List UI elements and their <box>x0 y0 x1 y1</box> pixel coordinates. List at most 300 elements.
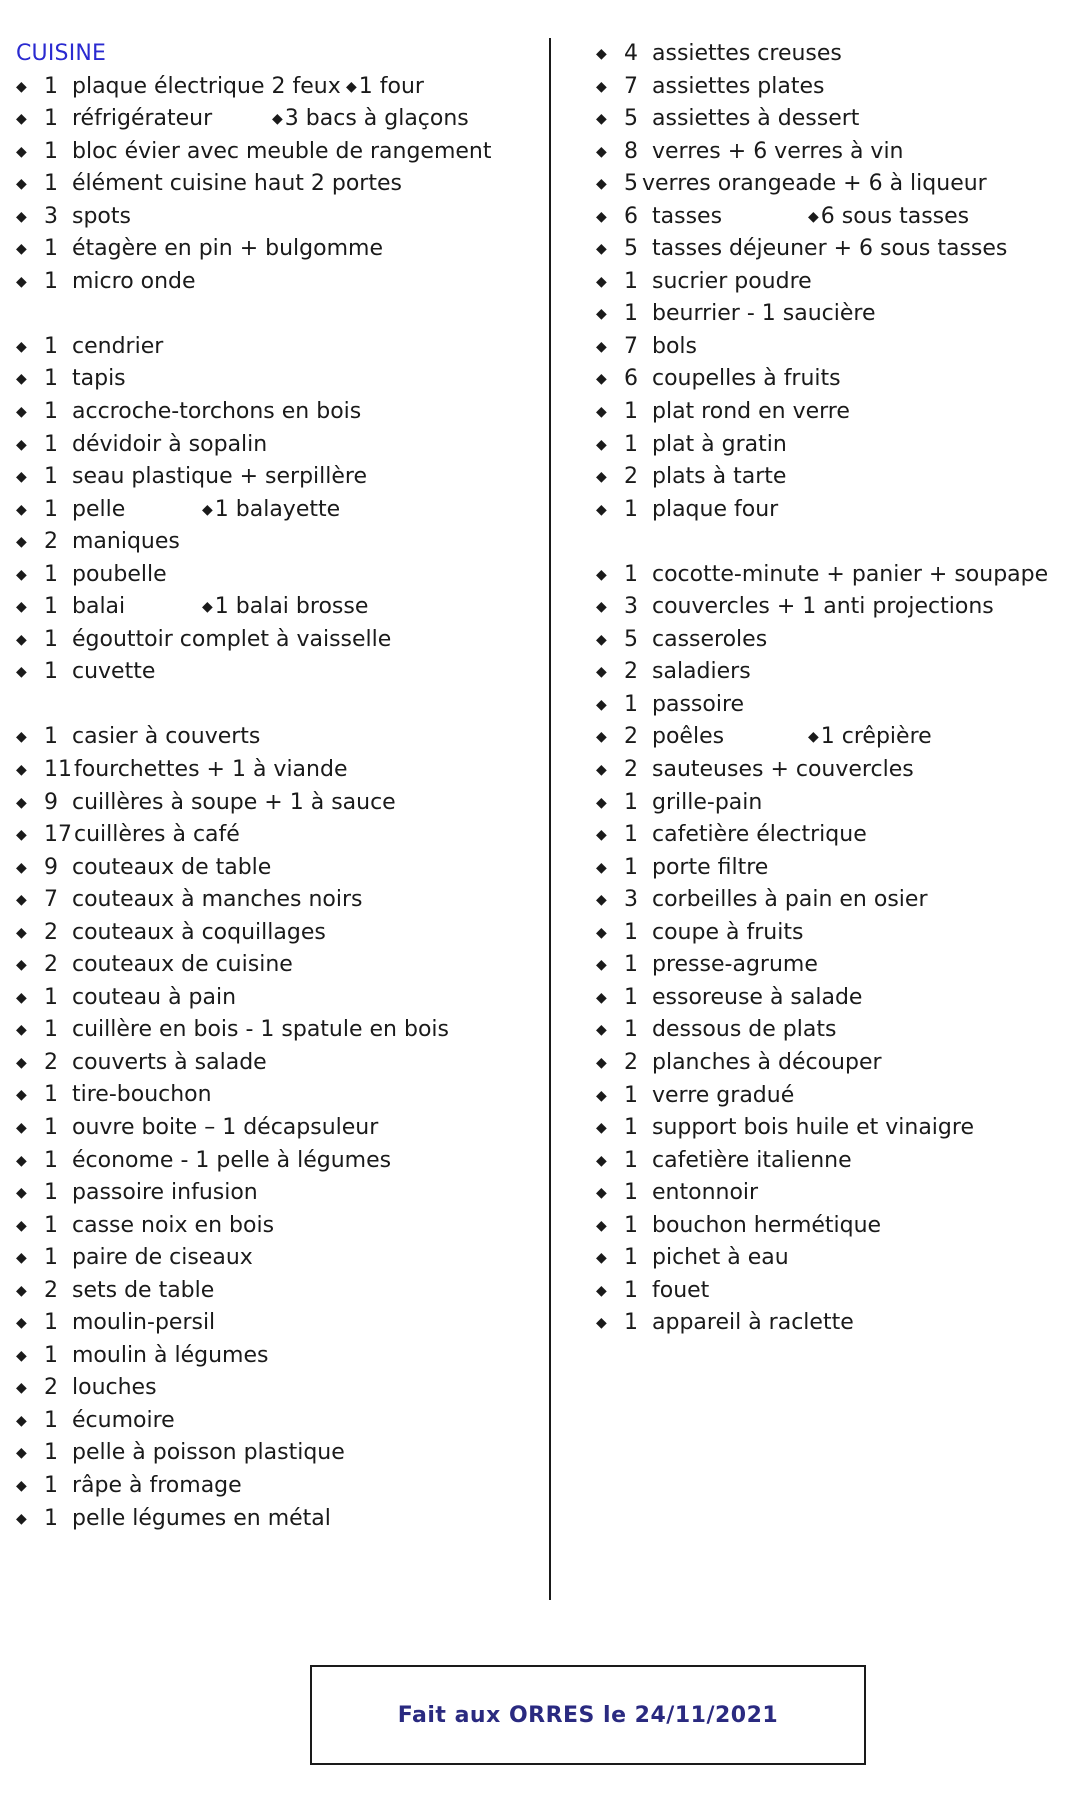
item-label: cocotte-minute + panier + soupape <box>652 561 1049 587</box>
item-quantity: 1 <box>44 106 58 132</box>
list-item <box>596 71 1066 104</box>
list-item <box>16 1470 536 1503</box>
item-label: assiettes à dessert <box>652 106 860 132</box>
diamond-bullet-icon: ◆ <box>596 957 607 974</box>
item-label: dévidoir à sopalin <box>72 431 268 457</box>
diamond-bullet-icon: ◆ <box>16 1152 27 1169</box>
item-quantity: 1 <box>44 561 58 587</box>
item-label: essoreuse à salade <box>652 984 863 1010</box>
item-quantity: 1 <box>624 984 638 1010</box>
item-label: cuillère en bois - 1 spatule en bois <box>72 1017 449 1043</box>
item-quantity: 1 <box>624 1277 638 1303</box>
list-item <box>596 819 1066 852</box>
item-label: assiettes plates <box>652 73 825 99</box>
item-quantity: 1 <box>44 366 58 392</box>
diamond-bullet-icon: ◆ <box>596 1120 607 1137</box>
item-quantity: 1 <box>44 984 58 1010</box>
item-quantity: 1 <box>624 691 638 717</box>
item-label: corbeilles à pain en osier <box>652 887 928 913</box>
item-label: dessous de plats <box>652 1017 837 1043</box>
item-extra <box>808 201 969 234</box>
item-label: moulin à légumes <box>72 1342 269 1368</box>
diamond-bullet-icon: ◆ <box>596 1185 607 1202</box>
item-label: plaque électrique 2 feux <box>72 73 341 99</box>
item-quantity: 1 <box>44 138 58 164</box>
item-label: économe - 1 pelle à légumes <box>72 1147 392 1173</box>
list-item <box>596 429 1066 462</box>
item-label: égouttoir complet à vaisselle <box>72 626 392 652</box>
item-quantity: 1 <box>44 496 58 522</box>
item-label: cuvette <box>72 659 156 685</box>
item-quantity: 1 <box>44 724 58 750</box>
diamond-bullet-icon: ◆ <box>596 566 607 583</box>
item-label: couteaux à coquillages <box>72 919 326 945</box>
list-item <box>596 1080 1066 1113</box>
list-item <box>16 656 536 689</box>
item-quantity: 1 <box>44 659 58 685</box>
list-item <box>596 298 1066 331</box>
list-item <box>16 624 536 657</box>
item-label: bols <box>652 333 697 359</box>
item-quantity: 1 <box>624 268 638 294</box>
diamond-bullet-icon: ◆ <box>596 859 607 876</box>
diamond-bullet-icon: ◆ <box>596 306 607 323</box>
list-item <box>596 787 1066 820</box>
item-quantity: 1 <box>44 1212 58 1238</box>
item-label: porte filtre <box>652 854 769 880</box>
item-label: verre gradué <box>652 1082 795 1108</box>
item-quantity: 1 <box>624 822 638 848</box>
item-label: assiettes creuses <box>652 41 842 66</box>
item-quantity: 5 <box>624 626 638 652</box>
list-item <box>16 1437 536 1470</box>
diamond-bullet-icon: ◆ <box>596 696 607 713</box>
diamond-bullet-icon: ◆ <box>16 403 27 420</box>
list-item <box>16 1307 536 1340</box>
diamond-bullet-icon: ◆ <box>16 338 27 355</box>
item-quantity: 1 <box>44 333 58 359</box>
item-quantity: 1 <box>624 1017 638 1043</box>
list-item <box>16 1275 536 1308</box>
list-item <box>16 1210 536 1243</box>
diamond-bullet-icon: ◆ <box>16 1054 27 1071</box>
list-item <box>16 787 536 820</box>
item-quantity: 1 <box>44 1473 58 1499</box>
diamond-bullet-icon: ◆ <box>596 827 607 844</box>
right-inventory-list <box>596 38 1066 1340</box>
item-quantity: 3 <box>624 887 638 913</box>
list-item <box>16 526 536 559</box>
diamond-bullet-icon: ◆ <box>596 664 607 681</box>
list-item <box>16 1405 536 1438</box>
item-quantity: 1 <box>624 1212 638 1238</box>
list-item <box>596 917 1066 950</box>
item-quantity: 1 <box>44 1440 58 1466</box>
item-quantity: 1 <box>624 301 638 327</box>
diamond-bullet-icon: ◆ <box>272 111 283 128</box>
item-extra <box>272 103 469 136</box>
item-quantity: 2 <box>44 1375 58 1401</box>
list-item <box>596 689 1066 722</box>
item-quantity: 1 <box>624 431 638 457</box>
item-quantity: 1 <box>44 431 58 457</box>
diamond-bullet-icon: ◆ <box>596 143 607 160</box>
diamond-bullet-icon: ◆ <box>808 729 819 746</box>
diamond-bullet-icon: ◆ <box>16 1445 27 1462</box>
item-quantity: 2 <box>624 659 638 685</box>
item-quantity: 6 <box>624 366 638 392</box>
item-label: casier à couverts <box>72 724 261 750</box>
item-label: sauteuses + couvercles <box>652 757 914 783</box>
list-item <box>596 233 1066 266</box>
diamond-bullet-icon: ◆ <box>16 859 27 876</box>
item-label: tapis <box>72 366 126 392</box>
list-item <box>16 331 536 364</box>
item-quantity: 2 <box>624 464 638 490</box>
item-quantity: 1 <box>624 1245 638 1271</box>
diamond-bullet-icon: ◆ <box>16 1347 27 1364</box>
diamond-bullet-icon: ◆ <box>596 599 607 616</box>
item-quantity: 1 <box>624 496 638 522</box>
item-extra-label: 6 sous tasses <box>820 203 970 229</box>
diamond-bullet-icon: ◆ <box>596 241 607 258</box>
list-item <box>16 1145 536 1178</box>
item-label: cuillères à soupe + 1 à sauce <box>72 789 396 815</box>
list-item <box>16 1079 536 1112</box>
item-quantity: 1 <box>44 464 58 490</box>
diamond-bullet-icon: ◆ <box>596 989 607 1006</box>
item-quantity: 1 <box>624 919 638 945</box>
item-quantity: 1 <box>44 73 58 99</box>
item-label: pelle légumes en métal <box>72 1505 331 1531</box>
item-label: fouet <box>652 1277 710 1303</box>
item-label: râpe à fromage <box>72 1473 242 1499</box>
item-quantity: 3 <box>624 594 638 620</box>
diamond-bullet-icon: ◆ <box>596 1152 607 1169</box>
list-item <box>596 201 1066 234</box>
list-item <box>16 1242 536 1275</box>
list-item <box>596 1145 1066 1178</box>
blank-row <box>16 298 536 331</box>
item-label: fourchettes + 1 à viande <box>74 756 348 782</box>
item-label: poêles <box>652 724 725 750</box>
list-item <box>596 1275 1066 1308</box>
list-item <box>596 136 1066 169</box>
item-quantity: 1 <box>44 1505 58 1531</box>
list-item <box>596 38 1066 71</box>
diamond-bullet-icon: ◆ <box>596 273 607 290</box>
list-item <box>596 884 1066 917</box>
list-item <box>16 1503 536 1536</box>
diamond-bullet-icon: ◆ <box>808 208 819 225</box>
diamond-bullet-icon: ◆ <box>16 599 27 616</box>
diamond-bullet-icon: ◆ <box>596 1217 607 1234</box>
item-quantity: 1 <box>44 1245 58 1271</box>
item-label: moulin-persil <box>72 1310 216 1336</box>
list-item <box>596 461 1066 494</box>
item-label: sets de table <box>72 1277 215 1303</box>
item-label: coupelles à fruits <box>652 366 841 392</box>
item-quantity: 1 <box>624 854 638 880</box>
diamond-bullet-icon: ◆ <box>16 1185 27 1202</box>
diamond-bullet-icon: ◆ <box>16 469 27 486</box>
list-item <box>16 461 536 494</box>
diamond-bullet-icon: ◆ <box>16 664 27 681</box>
item-label: poubelle <box>72 561 167 587</box>
list-item <box>596 266 1066 299</box>
item-label: balai <box>72 594 126 620</box>
item-label: cuillères à café <box>74 822 240 848</box>
list-item <box>596 982 1066 1015</box>
list-item <box>596 1047 1066 1080</box>
item-quantity: 2 <box>44 1049 58 1075</box>
diamond-bullet-icon: ◆ <box>16 143 27 160</box>
item-label: verres orangeade + 6 à liqueur <box>642 171 987 197</box>
diamond-bullet-icon: ◆ <box>596 762 607 779</box>
diamond-bullet-icon: ◆ <box>596 631 607 648</box>
item-label: planches à découper <box>652 1049 882 1075</box>
diamond-bullet-icon: ◆ <box>596 794 607 811</box>
item-quantity: 1 <box>44 1115 58 1140</box>
list-item <box>596 721 1066 754</box>
diamond-bullet-icon: ◆ <box>16 241 27 258</box>
diamond-bullet-icon: ◆ <box>346 78 357 95</box>
item-label: casse noix en bois <box>72 1212 275 1238</box>
item-quantity: 3 <box>44 203 58 229</box>
diamond-bullet-icon: ◆ <box>16 957 27 974</box>
item-quantity: 2 <box>44 952 58 978</box>
item-quantity: 11 <box>44 756 72 782</box>
item-quantity: 7 <box>624 73 638 99</box>
item-label: seau plastique + serpillère <box>72 464 368 490</box>
item-label: cafetière italienne <box>652 1147 852 1173</box>
item-quantity: 1 <box>624 1180 638 1206</box>
list-item <box>16 201 536 234</box>
item-extra-label: 1 balai brosse <box>214 594 369 620</box>
diamond-bullet-icon: ◆ <box>596 371 607 388</box>
column-divider <box>549 38 551 1600</box>
item-label: maniques <box>72 529 180 555</box>
list-item <box>16 884 536 917</box>
list-item <box>596 1210 1066 1243</box>
list-item <box>16 721 536 754</box>
list-item <box>16 71 536 104</box>
diamond-bullet-icon: ◆ <box>16 892 27 909</box>
list-item <box>16 494 536 527</box>
list-item <box>596 949 1066 982</box>
item-quantity: 1 <box>44 1310 58 1336</box>
list-item <box>16 1112 536 1145</box>
diamond-bullet-icon: ◆ <box>596 469 607 486</box>
item-quantity: 1 <box>624 1082 638 1108</box>
item-label: support bois huile et vinaigre <box>652 1115 974 1141</box>
list-item <box>16 591 536 624</box>
item-quantity: 2 <box>624 757 638 783</box>
item-label: grille-pain <box>652 789 763 815</box>
item-label: casseroles <box>652 626 768 652</box>
diamond-bullet-icon: ◆ <box>16 1510 27 1527</box>
diamond-bullet-icon: ◆ <box>16 729 27 746</box>
diamond-bullet-icon: ◆ <box>16 371 27 388</box>
list-item <box>16 103 536 136</box>
item-quantity: 1 <box>44 1407 58 1433</box>
item-extra-label: 1 crêpière <box>820 724 932 750</box>
diamond-bullet-icon: ◆ <box>596 1087 607 1104</box>
diamond-bullet-icon: ◆ <box>596 892 607 909</box>
item-label: tasses <box>652 203 723 229</box>
item-quantity: 7 <box>44 887 58 913</box>
diamond-bullet-icon: ◆ <box>16 566 27 583</box>
item-extra <box>202 591 368 624</box>
diamond-bullet-icon: ◆ <box>16 1250 27 1267</box>
item-quantity: 2 <box>44 1277 58 1303</box>
diamond-bullet-icon: ◆ <box>596 1282 607 1299</box>
diamond-bullet-icon: ◆ <box>596 404 607 421</box>
list-item <box>16 266 536 299</box>
item-label: louches <box>72 1375 157 1401</box>
list-item <box>16 1372 536 1405</box>
item-label: plat à gratin <box>652 431 787 457</box>
item-label: bouchon hermétique <box>652 1212 882 1238</box>
diamond-bullet-icon: ◆ <box>16 1282 27 1299</box>
item-quantity: 1 <box>44 626 58 652</box>
item-quantity: 5 <box>624 171 638 197</box>
item-quantity: 1 <box>44 1342 58 1368</box>
item-label: couverts à salade <box>72 1049 267 1075</box>
list-item <box>596 331 1066 364</box>
item-quantity: 1 <box>624 1310 638 1336</box>
item-extra-label: 3 bacs à glaçons <box>284 106 469 132</box>
item-label: spots <box>72 203 131 229</box>
diamond-bullet-icon: ◆ <box>596 111 607 128</box>
list-item <box>16 852 536 885</box>
diamond-bullet-icon: ◆ <box>16 176 27 193</box>
blank-row <box>16 689 536 722</box>
item-label: verres + 6 verres à vin <box>652 138 904 164</box>
list-item <box>16 949 536 982</box>
item-label: couteau à pain <box>72 984 237 1010</box>
section-title: CUISINE <box>16 41 107 66</box>
item-quantity: 1 <box>624 399 638 425</box>
item-quantity: 1 <box>44 398 58 424</box>
item-quantity: 2 <box>624 724 638 750</box>
item-quantity: 1 <box>624 789 638 815</box>
item-label: couvercles + 1 anti projections <box>652 594 994 620</box>
item-quantity: 1 <box>44 1017 58 1043</box>
list-item <box>596 591 1066 624</box>
item-label: accroche-torchons en bois <box>72 398 362 424</box>
diamond-bullet-icon: ◆ <box>202 501 213 518</box>
item-label: tire-bouchon <box>72 1082 212 1108</box>
diamond-bullet-icon: ◆ <box>16 631 27 648</box>
diamond-bullet-icon: ◆ <box>16 1412 27 1429</box>
list-item <box>16 819 536 852</box>
item-quantity: 5 <box>624 236 638 262</box>
diamond-bullet-icon: ◆ <box>16 1120 27 1136</box>
list-item <box>596 624 1066 657</box>
item-quantity: 1 <box>44 594 58 620</box>
item-extra-label: 1 four <box>358 73 424 99</box>
blank-row <box>596 526 1066 559</box>
item-label: étagère en pin + bulgomme <box>72 236 383 262</box>
item-label: presse-agrume <box>652 952 818 978</box>
item-label: paire de ciseaux <box>72 1245 253 1271</box>
item-quantity: 7 <box>624 333 638 359</box>
diamond-bullet-icon: ◆ <box>16 1022 27 1039</box>
item-quantity: 1 <box>624 952 638 978</box>
left-inventory-list <box>16 71 536 1536</box>
item-extra <box>202 494 340 527</box>
diamond-bullet-icon: ◆ <box>16 794 27 811</box>
list-item <box>596 396 1066 429</box>
item-label: pichet à eau <box>652 1245 789 1271</box>
diamond-bullet-icon: ◆ <box>16 827 27 844</box>
list-item <box>16 429 536 462</box>
diamond-bullet-icon: ◆ <box>16 761 27 778</box>
diamond-bullet-icon: ◆ <box>596 501 607 518</box>
item-quantity: 1 <box>624 1115 638 1141</box>
diamond-bullet-icon: ◆ <box>596 176 607 193</box>
item-label: micro onde <box>72 268 196 294</box>
item-label: écumoire <box>72 1407 175 1433</box>
list-item <box>16 982 536 1015</box>
item-label: pelle <box>72 496 126 522</box>
list-item <box>596 363 1066 396</box>
list-item <box>596 754 1066 787</box>
footer-date-text: Fait aux ORRES le 24/11/2021 <box>397 1702 779 1728</box>
list-item <box>16 363 536 396</box>
item-quantity: 17 <box>44 822 72 848</box>
item-label: couteaux de cuisine <box>72 952 293 978</box>
list-item <box>596 1242 1066 1275</box>
list-item <box>16 1177 536 1210</box>
list-item <box>16 396 536 429</box>
diamond-bullet-icon: ◆ <box>596 208 607 225</box>
item-quantity: 1 <box>624 561 638 587</box>
right-column <box>596 38 1066 1340</box>
diamond-bullet-icon: ◆ <box>16 1315 27 1332</box>
item-label: saladiers <box>652 659 751 685</box>
item-label: appareil à raclette <box>652 1310 854 1336</box>
item-quantity: 9 <box>44 854 58 880</box>
item-label: passoire <box>652 691 745 717</box>
item-label: réfrigérateur <box>72 106 213 132</box>
item-label: tasses déjeuner + 6 sous tasses <box>652 236 1008 262</box>
diamond-bullet-icon: ◆ <box>596 78 607 95</box>
item-label: sucrier poudre <box>652 268 812 294</box>
item-label: ouvre boite – 1 décapsuleur <box>72 1115 379 1140</box>
item-quantity: 1 <box>624 1147 638 1173</box>
diamond-bullet-icon: ◆ <box>16 1380 27 1397</box>
item-quantity: 2 <box>44 919 58 945</box>
list-item <box>596 494 1066 527</box>
item-label: élément cuisine haut 2 portes <box>72 171 402 197</box>
list-item <box>16 168 536 201</box>
item-label: couteaux de table <box>72 854 272 880</box>
item-label: plat rond en verre <box>652 399 850 425</box>
item-label: entonnoir <box>652 1180 759 1206</box>
item-label: beurrier - 1 saucière <box>652 301 876 327</box>
item-label: coupe à fruits <box>652 919 804 945</box>
list-item <box>16 754 536 787</box>
item-label: plats à tarte <box>652 464 787 490</box>
diamond-bullet-icon: ◆ <box>596 338 607 355</box>
diamond-bullet-icon: ◆ <box>16 273 27 290</box>
diamond-bullet-icon: ◆ <box>16 534 27 551</box>
list-item <box>596 103 1066 136</box>
diamond-bullet-icon: ◆ <box>202 599 213 616</box>
item-quantity: 2 <box>624 1049 638 1075</box>
